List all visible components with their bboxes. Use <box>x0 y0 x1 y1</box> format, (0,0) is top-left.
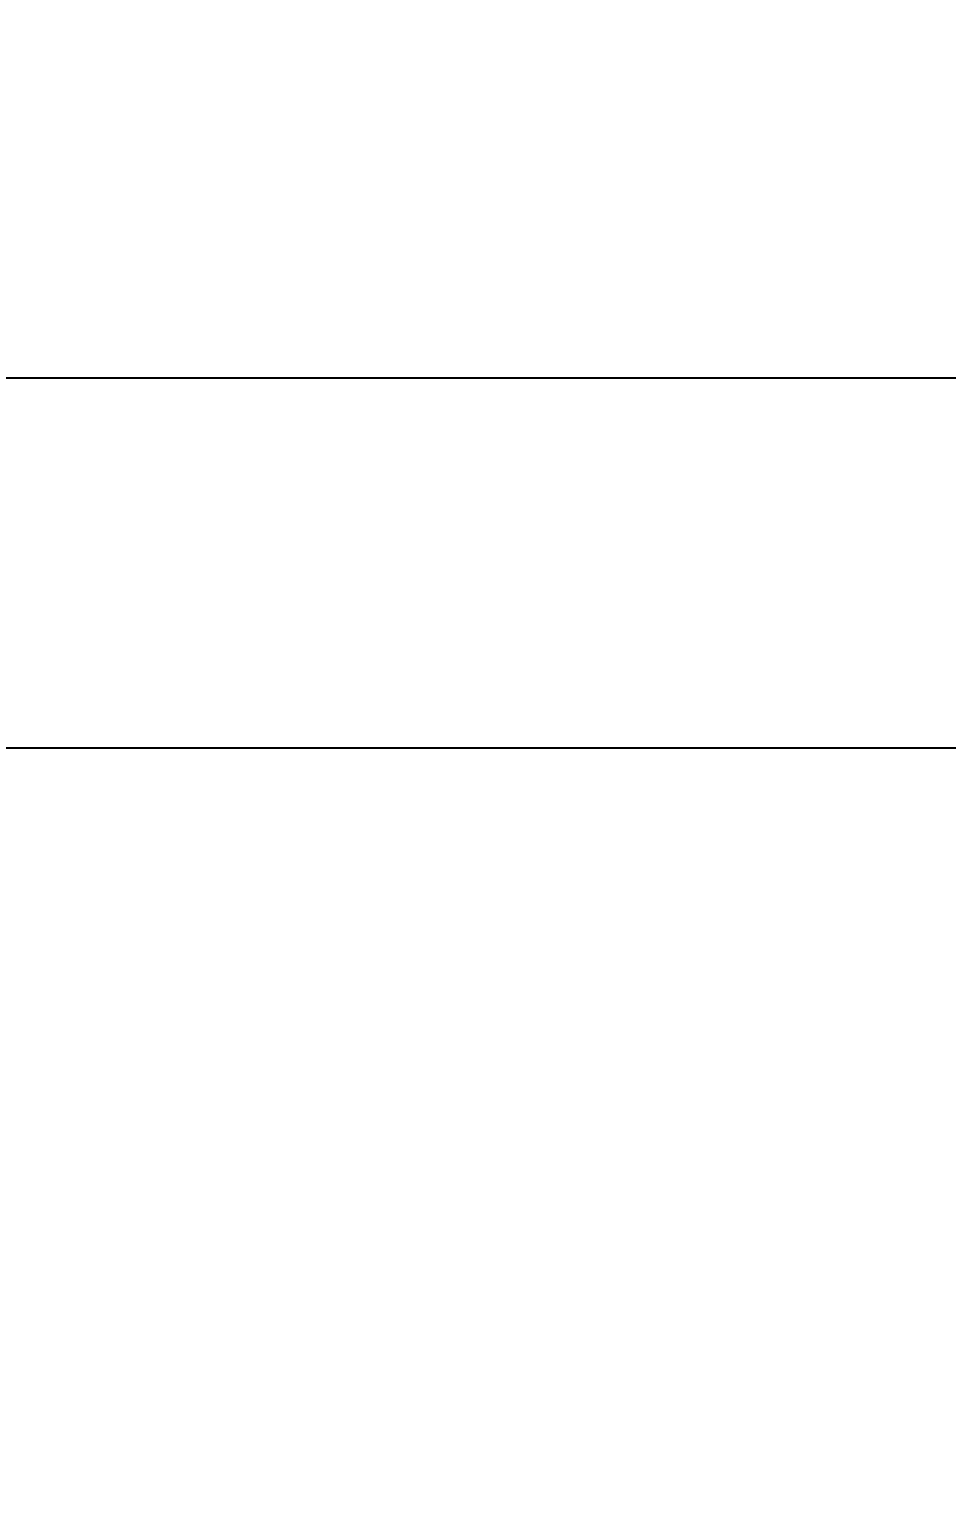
divider <box>6 377 956 379</box>
divider <box>6 747 956 749</box>
